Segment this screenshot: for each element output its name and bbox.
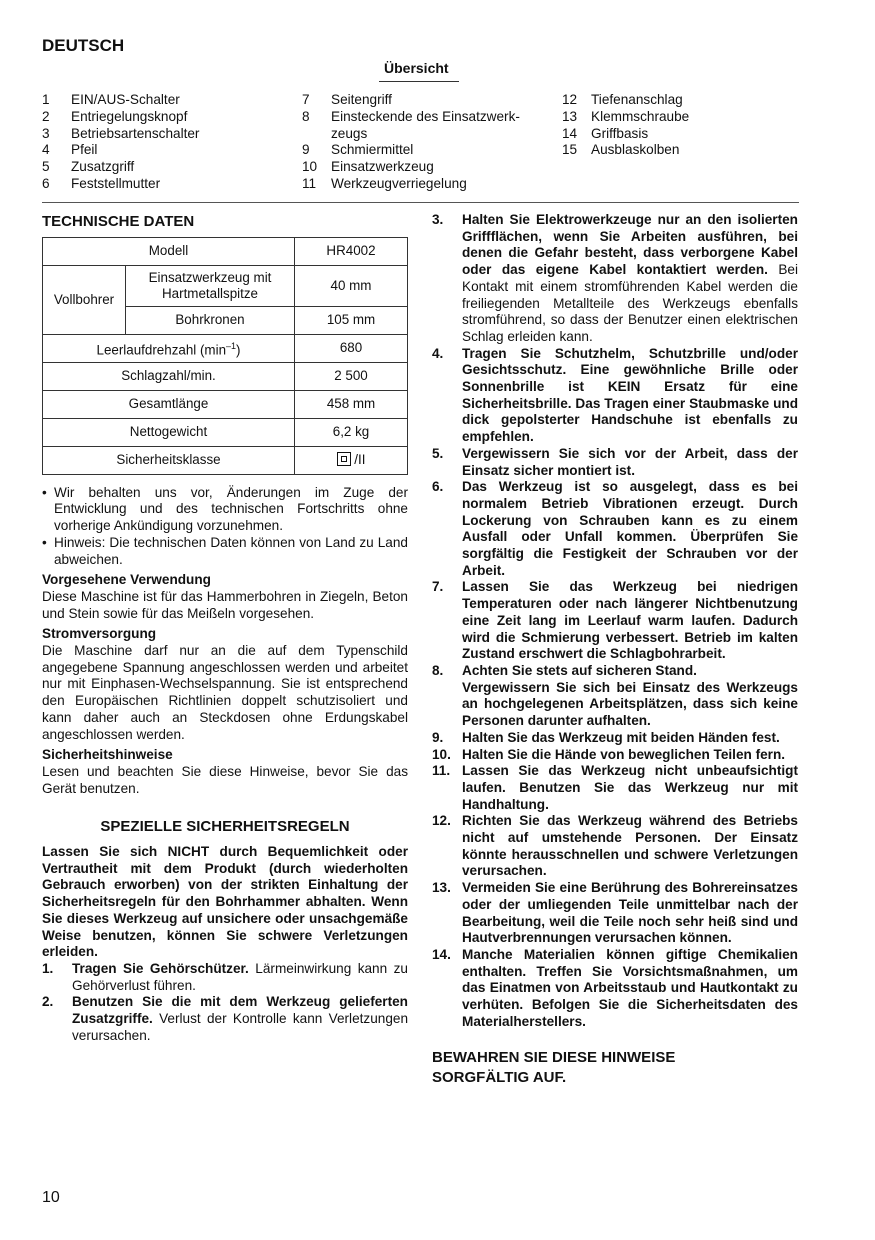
spec-label: Schlagzahl/min. [43,362,295,390]
part-number: 10 [302,159,318,175]
item-bold-text: Tragen Sie Gehörschützer. [72,960,249,976]
list-item [42,159,281,176]
list-item [302,109,541,143]
item-bold-text: Lassen Sie das Werkzeug nicht unbeaufsichtigt laufen. Benutzen Sie das Werkzeug nur mit Handhaltung. [462,763,798,812]
item-text: Bei Kontakt mit einem stromführenden Kabel werden die freiliegenden Metallteile des Werkzeugs ebenfalls stromführend, so dass der Benutzer einen elektrischen Schlag erleiden kann. [462,262,798,344]
spec-label: Einsatzwerkzeug mit Hartmetallspitze [126,265,295,306]
item-bold-text: Manche Materialien können giftige Chemikalien enthalten. Treffen Sie Vorsichtsmaßnahmen, um das Einatmen von Arbeitsstaub und Hautkontakt zu verhüten. Befolgen Sie die Sicherheitsdaten des Materialherstellers. [462,946,798,1029]
list-item: • Hinweis: Die technischen Daten können von Land zu Land abweichen. [42,534,408,567]
special-rules-title: SPEZIELLE SICHERHEITSREGELN [100,818,350,836]
part-label: Tiefenanschlag [591,92,683,107]
page-number: 10 [42,1189,60,1206]
list-item [42,961,408,994]
overview-title: Übersicht [384,60,449,76]
list-item [302,176,541,193]
table-row [43,446,408,474]
table-row [43,265,408,306]
part-label: Betriebsartenschalter [71,125,200,141]
safety-text: Lesen und beachten Sie diese Hinweise, bevor Sie das Gerät benutzen. [42,763,408,796]
item-number: 12. [432,813,451,829]
spec-table [42,237,408,475]
list-item [432,579,798,663]
spec-value: 6,2 kg [295,418,408,446]
language-heading: DEUTSCH [42,36,125,55]
list-item: • Wir behalten uns vor, Änderungen im Zuge der Entwicklung und des technischen Fortschritts ohne vorherige Ankündigung vorzunehmen. [42,484,408,534]
item-number: 3. [432,212,444,227]
part-number: 2 [42,108,50,124]
spec-group-label: Vollbohrer [43,265,126,334]
list-item [562,92,801,109]
use-text: Diese Maschine ist für das Hammerbohren in Ziegeln, Beton und Stein sowie für das Meißeln vorgesehen. [42,588,408,621]
spec-value: 105 mm [295,306,408,334]
part-number: 6 [42,175,50,191]
part-label: EIN/AUS-Schalter [71,92,180,107]
safety-heading: Sicherheitshinweise [42,747,173,763]
part-number: 3 [42,125,50,141]
spec-label: Gesamtlänge [43,390,295,418]
list-item [42,126,281,143]
spec-value: HR4002 [295,237,408,265]
item-bold-text: Tragen Sie Schutzhelm, Schutzbrille und/oder Gesichtsschutz. Eine gewöhnliche Brille oder Sonnenbrille ist KEIN Ersatz für eine Sicherheitsbrille. Das Tragen einer Staubmaske und dick gepolsterter Handschuhe ist ebenfalls zu empfehlen. [462,345,798,445]
part-number: 12 [562,92,578,107]
spec-value: /II [295,446,408,474]
item-number: 11. [432,763,451,779]
power-text: Die Maschine darf nur an die auf dem Typenschild angegebene Spannung angeschlossen werden und arbeitet nur mit Einphasen-Wechselspannung. Sie ist entsprechend den Europäischen Richtlinien doppelt schutzisoliert und kann daher auch an Steckdosen ohne Erdungskabel angeschlossen werden. [42,643,408,742]
list-item [432,730,798,747]
part-number: 8 [302,108,310,124]
parts-list-col3 [562,92,801,159]
part-number: 13 [562,108,578,124]
tech-title: TECHNISCHE DATEN [42,213,195,230]
final-notice: BEWAHREN SIE DIESE HINWEISE SORGFÄLTIG AUF. [432,1049,676,1087]
special-intro: Lassen Sie sich NICHT durch Bequemlichkeit oder Vertrautheit mit dem Produkt (durch wiederholten Gebrauch erworben) von der strikten Einhaltung der Sicherheitsregeln für den Bohrhammer abhalten. Wenn Sie dieses Werkzeug auf unsichere oder unsachgemäße Weise benutzen, können Sie schwere Verletzungen erleiden. [42,844,408,960]
part-number: 14 [562,125,578,141]
list-item [562,109,801,126]
part-label: Schmiermittel [331,142,414,158]
right-column [432,212,798,1088]
list-item [432,212,798,346]
overview-underline [379,81,459,82]
item-bold-text: Vermeiden Sie eine Berührung des Bohrereinsatzes oder der umliegenden Teile unmittelbar nach der Bearbeitung, weil die Teile noch sehr heiß sind und Hautverbrennungen verursachen können. [462,880,798,946]
parts-list-col1 [42,92,281,193]
spec-label: Sicherheitsklasse [43,446,295,474]
table-row [43,390,408,418]
list-item [432,446,798,479]
part-label: Feststellmutter [71,175,161,191]
part-label: Griffbasis [591,125,649,141]
table-row [43,237,408,265]
item-bold-text: Vergewissern Sie sich vor der Arbeit, dass der Einsatz sicher montiert ist. [462,445,798,478]
list-item [302,92,541,109]
list-item [432,663,798,730]
list-item [432,747,798,764]
item-text: Verlust der Kontrolle kann Verletzungen verursachen. [72,1011,408,1043]
part-number: 7 [302,92,310,107]
part-label: Entriegelungsknopf [71,108,188,124]
table-row [43,362,408,390]
item-bold-text: Halten Sie das Werkzeug mit beiden Händen fest. [462,729,780,745]
list-item [302,159,541,176]
list-item [562,142,801,159]
spec-label: Nettogewicht [43,418,295,446]
item-number: 1. [42,960,54,976]
part-label: Ausblaskolben [591,142,680,158]
spec-value: 458 mm [295,390,408,418]
part-number: 5 [42,159,50,175]
power-heading: Stromversorgung [42,626,157,642]
part-label: Pfeil [71,142,98,158]
item-number: 4. [432,345,444,361]
part-number: 9 [302,142,310,158]
item-number: 8. [432,662,444,678]
part-number: 1 [42,92,50,107]
item-bold-text: Richten Sie das Werkzeug während des Betriebs nicht auf umstehende Personen. Der Einsatz könnte herausschnellen und schwere Verletzungen verursachen. [462,813,798,879]
part-number: 11 [302,175,317,191]
item-bold-text: Halten Sie Elektrowerkzeuge nur an den isolierten Griffflächen, wenn Sie Arbeiten ausführen, bei denen die Gefahr besteht, dass verborgene Kabel oder das eigene Kabel kontaktiert werden. [462,212,798,278]
parts-list-col2 [302,92,541,193]
spec-value: 2 500 [295,362,408,390]
item-number: 2. [42,994,54,1010]
double-insulation-icon [337,452,351,466]
spec-label: Leerlaufdrehzahl $(\min^{-1})$ [43,334,295,362]
spec-label: Bohrkronen [126,306,295,334]
list-item [42,176,281,193]
part-label: Klemmschraube [591,108,690,124]
table-row [43,418,408,446]
item-number: 7. [432,579,444,595]
item-number: 14. [432,946,451,962]
spec-label: Modell [43,237,295,265]
list-item [432,813,798,880]
list-item [42,92,281,109]
item-bold-text: Lassen Sie das Werkzeug bei niedrigen Temperaturen oder nach längerer Nichtbenutzung eine Zeit lang im Leerlauf warm laufen. Dadurch wird die Schmierung verbessert. Betrieb im kalten Zustand erschwert die Schlagbohrarbeit. [462,579,798,662]
part-label: Einsteckende des Einsatzwerk- zeugs [331,108,520,141]
divider [42,202,799,203]
part-label: Einsatzwerkzeug [331,159,434,175]
part-label: Seitengriff [331,92,392,107]
item-number: 10. [432,746,451,762]
part-number: 4 [42,142,50,158]
list-item [432,763,798,813]
item-number: 9. [432,729,444,745]
part-number: 15 [562,142,578,158]
list-item [432,479,798,579]
table-row [43,334,408,362]
list-item [432,947,798,1031]
list-item [562,126,801,143]
item-bold-text: Achten Sie stets auf sicheren Stand. Vergewissern Sie sich bei Einsatz des Werkzeugs an hochgelegenen Arbeitsplätzen, dass sich keine Personen darunter aufhalten. [462,662,798,729]
list-item [302,142,541,159]
use-heading: Vorgesehene Verwendung [42,572,211,588]
list-item [42,994,408,1044]
list-item [432,346,798,446]
item-number: 5. [432,445,444,461]
item-number: 13. [432,880,451,896]
item-text: Lärmeinwirkung kann zu Gehörverlust führen. [72,960,408,993]
left-column [42,212,408,1045]
list-item [42,142,281,159]
spec-value: 680 [295,334,408,362]
part-label: Zusatzgriff [71,159,135,175]
list-item [432,880,798,947]
item-bold-text: Das Werkzeug ist so ausgelegt, dass es bei normalem Betrieb Vibrationen erzeugt. Durch Lockerung von Schrauben kann es zu einem Ausfall oder Unfall kommen. Überprüfen Sie sorgfältig die Festigkeit der Schrauben vor der Arbeit. [462,479,798,578]
item-bold-text: Benutzen Sie die mit dem Werkzeug gelieferten Zusatzgriffe. [72,994,408,1027]
part-label: Werkzeugverriegelung [331,175,467,191]
item-number: 6. [432,479,444,495]
item-bold-text: Halten Sie die Hände von beweglichen Teilen fern. [462,746,786,762]
list-item [42,109,281,126]
spec-value: 40 mm [295,265,408,306]
